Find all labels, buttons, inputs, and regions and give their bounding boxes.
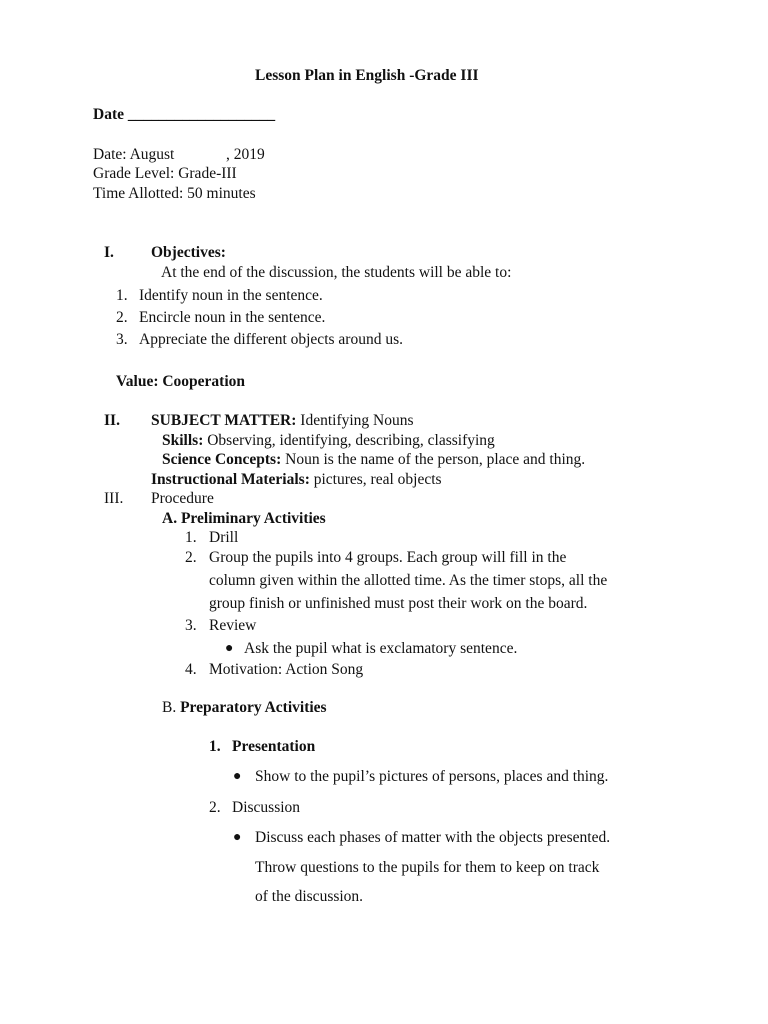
instructional-materials-label: Instructional Materials: xyxy=(151,471,310,488)
activity-number: 2. xyxy=(209,799,221,816)
activity-number: 3. xyxy=(185,617,197,634)
preparatory-activities-line xyxy=(162,699,327,717)
activity-item: Review xyxy=(209,617,257,634)
activity-item: Motivation: Action Song xyxy=(209,661,364,678)
objective-item: Identify noun in the sentence. xyxy=(139,287,323,304)
science-concepts-text: Noun is the name of the person, place and thing. xyxy=(281,451,586,468)
date-label: Date: August xyxy=(93,146,175,163)
discussion-heading: Discussion xyxy=(232,799,301,816)
bullet-icon: ● xyxy=(233,830,242,845)
date-year: , 2019 xyxy=(226,146,265,163)
objective-number: 1. xyxy=(116,287,128,304)
preparatory-activities-heading: Preparatory Activities xyxy=(180,699,327,716)
science-concepts-label: Science Concepts: xyxy=(162,451,282,468)
objectives-heading: Objectives: xyxy=(151,244,226,261)
subject-matter-text: Identifying Nouns xyxy=(296,412,414,429)
procedure-heading: Procedure xyxy=(151,490,214,507)
review-bullet-text: Ask the pupil what is exclamatory sentence. xyxy=(244,640,518,657)
objective-item: Appreciate the different objects around us. xyxy=(139,331,403,348)
activity-item-line: column given within the allotted time. As the timer stops, all the xyxy=(209,572,608,589)
bullet-icon: ● xyxy=(233,769,242,784)
discussion-bullet-line: Throw questions to the pupils for them to keep on track xyxy=(255,859,600,876)
activity-number: 2. xyxy=(185,549,197,566)
objective-item: Encircle noun in the sentence. xyxy=(139,309,326,326)
presentation-heading: Presentation xyxy=(232,738,316,755)
value-line: Value: Cooperation xyxy=(116,373,246,390)
preparatory-letter: B. xyxy=(162,699,177,716)
date-blank-line: Date ___________________ xyxy=(93,106,276,123)
objectives-numeral: I. xyxy=(104,244,114,261)
skills-line xyxy=(162,432,495,450)
activity-item-line: group finish or unfinished must post their work on the board. xyxy=(209,595,588,612)
presentation-bullet-text: Show to the pupil’s pictures of persons, places and thing. xyxy=(255,768,609,785)
objective-number: 2. xyxy=(116,309,128,326)
subject-matter-label: SUBJECT MATTER: xyxy=(151,412,297,429)
subject-numeral: II. xyxy=(104,412,120,429)
document-title: Lesson Plan in English -Grade III xyxy=(255,67,479,84)
activity-item: Drill xyxy=(209,529,239,546)
discussion-bullet-line: of the discussion. xyxy=(255,888,364,905)
bullet-icon: ● xyxy=(225,641,234,656)
grade-level: Grade Level: Grade-III xyxy=(93,165,237,182)
subject-matter-line xyxy=(151,412,414,430)
instructional-materials-text: pictures, real objects xyxy=(309,471,442,488)
science-concepts-line xyxy=(162,451,585,469)
instructional-materials-line xyxy=(151,471,442,489)
skills-text: Observing, identifying, describing, classifying xyxy=(203,432,495,449)
activity-number: 4. xyxy=(185,661,197,678)
objective-number: 3. xyxy=(116,331,128,348)
preliminary-activities-heading: A. Preliminary Activities xyxy=(162,510,326,527)
procedure-numeral: III. xyxy=(104,490,124,507)
activity-item-line: Group the pupils into 4 groups. Each group will fill in the xyxy=(209,549,567,566)
objectives-intro: At the end of the discussion, the students will be able to: xyxy=(161,264,512,281)
time-allotted: Time Allotted: 50 minutes xyxy=(93,185,256,202)
discussion-bullet-line: Discuss each phases of matter with the objects presented. xyxy=(255,829,611,846)
skills-label: Skills: xyxy=(162,432,204,449)
activity-number: 1. xyxy=(185,529,197,546)
activity-number: 1. xyxy=(209,738,221,755)
